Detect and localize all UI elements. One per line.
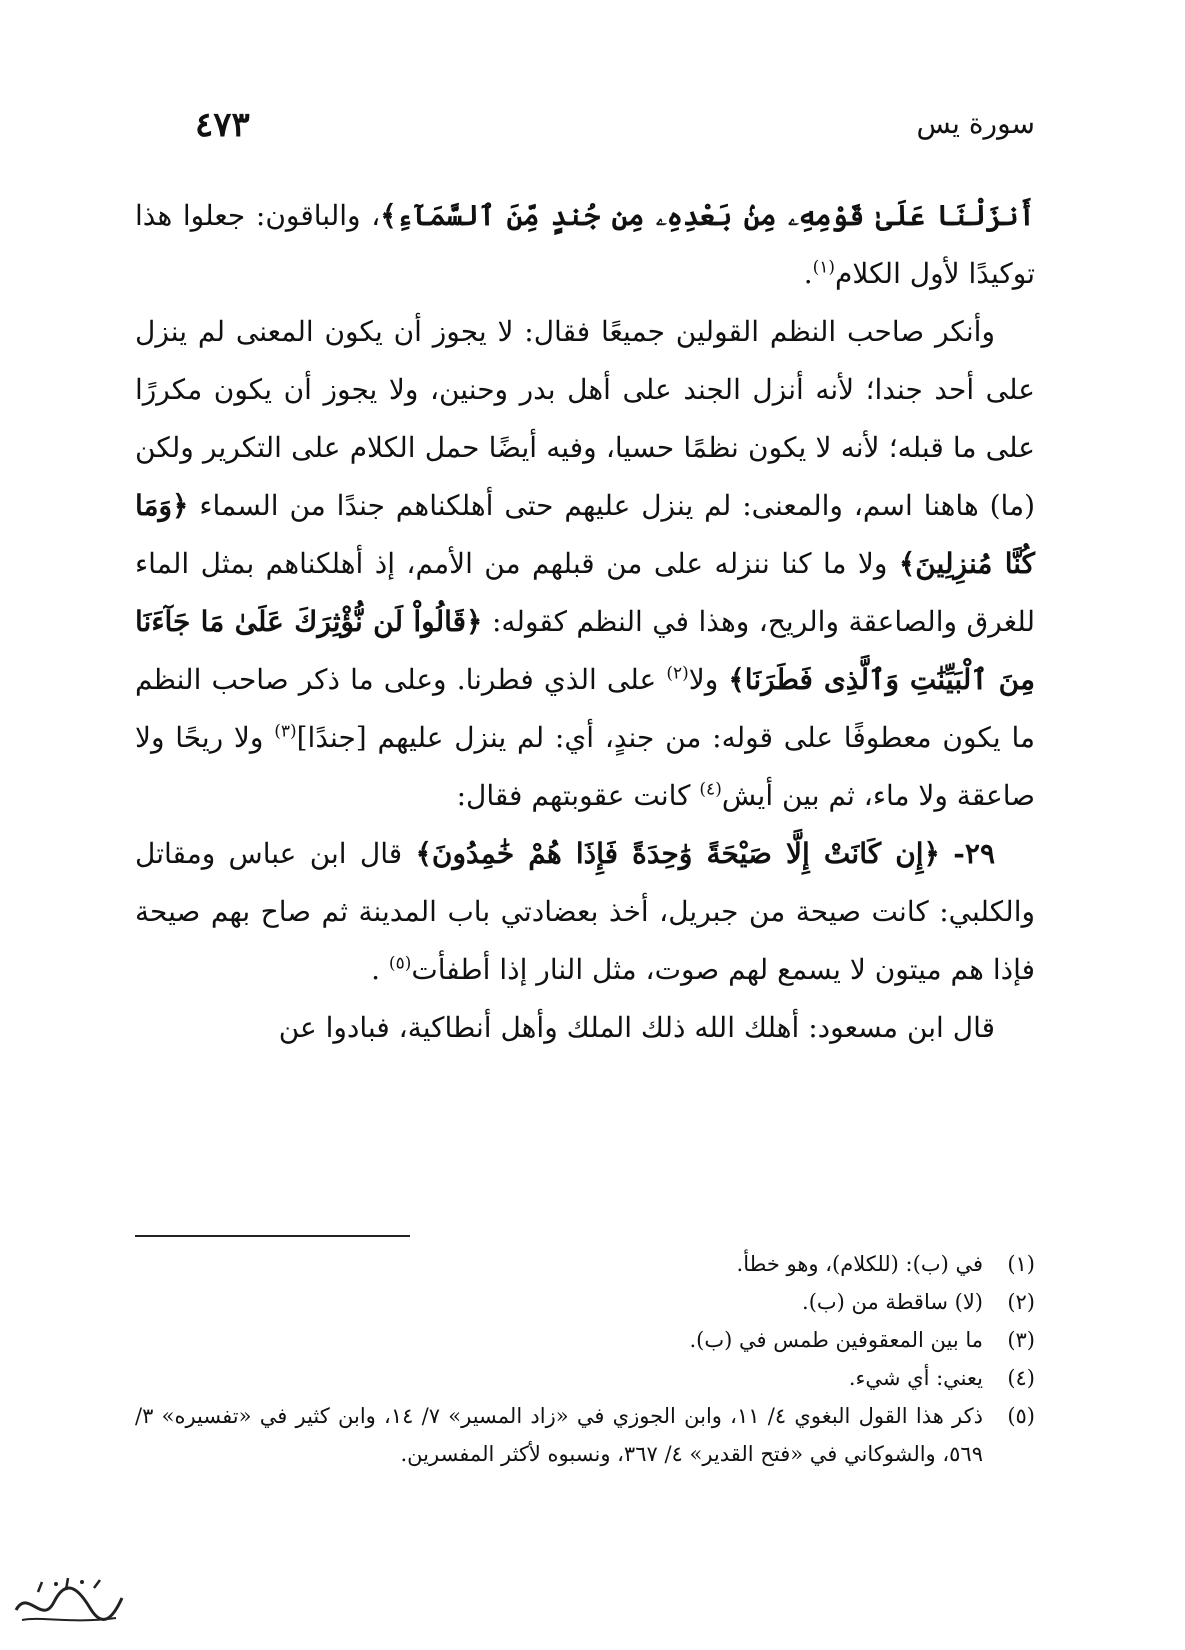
footnote-ref-2: (٢) <box>666 663 689 684</box>
paragraph-4: قال ابن مسعود: أهلك الله ذلك الملك وأهل أنطاكية، فبادوا عن <box>278 1011 995 1044</box>
main-text <box>135 187 1035 1057</box>
paragraph-text: ، والباقون: جعلوا هذا توكيدًا لأول الكلام <box>135 199 1035 290</box>
footnote-ref-5: (٥) <box>388 953 412 974</box>
quran-verse: ﴿قَالُواْ لَن نُّؤْثِرَكَ عَلَىٰ مَا جَآءَنَا مِنَ ٱلْبَيِّنَٰتِ وَٱلَّذِى فَطَرَنَا﴾ <box>135 605 1035 696</box>
paragraph-text: ولا <box>688 663 719 696</box>
footnote <box>135 1359 1035 1397</box>
paragraph-text: قال ابن عباس ومقاتل والكلبي: كانت صيحة من جبريل، أخذ بعضادتي باب المدينة ثم صاح بهم صيحة فإذا هم ميتون لا يسمع لهم صوت، مثل النار إذا أطفأت <box>135 837 1035 986</box>
footnote-ref-4: (٤) <box>699 779 722 800</box>
paragraph-end: . <box>803 257 813 290</box>
footnote-number: (٣) <box>1007 1328 1035 1352</box>
footnote-text: يعني: أي شيء. <box>848 1366 983 1390</box>
footnote-number: (٤) <box>1007 1366 1035 1390</box>
paragraph-text: وأنكر صاحب النظم القولين جميعًا فقال: لا يجوز أن يكون المعنى لم ينزل على أحد جندا؛ لأنه أنزل الجند على أهل بدر وحنين، ولا يجوز أن يكون مكررًا على ما قبله؛ لأنه لا يكون نظمًا حسيا، وفيه أيضًا حمل الكلام على التكرير ولكن (ما) هاهنا اسم، والمعنى: لم ينزل عليهم حتى أهلكناهم جندًا من السماء <box>135 315 1035 522</box>
verse-number: ٢٩- <box>953 837 995 870</box>
paragraph-text: كانت عقوبتهم فقال: <box>456 779 691 812</box>
footnote <box>135 1321 1035 1359</box>
paragraph-1 <box>135 187 1035 303</box>
paragraph-text: على الذي فطرنا. وعلى ما ذكر صاحب النظم ما يكون معطوفًا على قوله: من جندٍ، أي: لم ينزل عليهم [جندًا] <box>135 663 1035 754</box>
footnote-number: (٥) <box>1007 1404 1035 1428</box>
paragraph-text: ولا ما كنا ننزله على من قبلهم من الأمم، إذ أهلكناهم بمثل الماء للغرق والصاعقة والريح، وهذا في النظم كقوله: <box>135 547 1035 638</box>
footnote-number: (٢) <box>1007 1290 1035 1314</box>
footnote <box>135 1283 1035 1321</box>
footnote <box>135 1245 1035 1283</box>
footnotes <box>135 1245 1035 1473</box>
footnote-text: ما بين المعقوفين طمس في (ب). <box>689 1328 983 1352</box>
footnote-text: ذكر هذا القول البغوي ٤/ ١١، وابن الجوزي في «زاد المسير» ٧/ ١٤، وابن كثير في «تفسيره» ٣/ ٥٦٩، والشوكاني في «فتح القدير» ٤/ ٣٦٧، ونسبوه لأكثر المفسرين. <box>135 1404 983 1466</box>
quran-verse: ﴿وَمَا كُنَّا مُنزِلِينَ﴾ <box>135 489 1036 580</box>
paragraph-text: ولا ريحًا ولا صاعقة ولا ماء، ثم بين أيش <box>135 721 1035 812</box>
quran-verse: ﴿إِن كَانَتْ إِلَّا صَيْحَةً وَٰحِدَةً فَإِذَا هُمْ خَٰمِدُونَ﴾ <box>415 837 940 870</box>
paragraph-end: . <box>371 953 381 986</box>
publisher-logo <box>8 1568 128 1638</box>
footnote <box>135 1397 1035 1473</box>
quran-verse: أَنزَلْنَا عَلَىٰ قَوْمِهِۦ مِنۢ بَعْدِهِۦ مِن جُندٍ مِّنَ ٱلسَّمَآءِ﴾ <box>380 199 1036 232</box>
footnote-ref-1: (١) <box>812 257 836 278</box>
footnote-divider <box>135 1235 410 1237</box>
footnote-number: (١) <box>1007 1252 1035 1276</box>
footnote-ref-3: (٣) <box>274 721 297 742</box>
paragraph-3 <box>135 825 1035 999</box>
page-header <box>135 95 1035 155</box>
footnote-text: في (ب): (للكلام)، وهو خطأ. <box>736 1252 983 1276</box>
page-number: ٤٧٣ <box>195 105 250 145</box>
running-title: سورة يس <box>916 107 1035 140</box>
footnote-text: (لا) ساقطة من (ب). <box>802 1290 983 1314</box>
paragraph-2 <box>135 303 1035 825</box>
